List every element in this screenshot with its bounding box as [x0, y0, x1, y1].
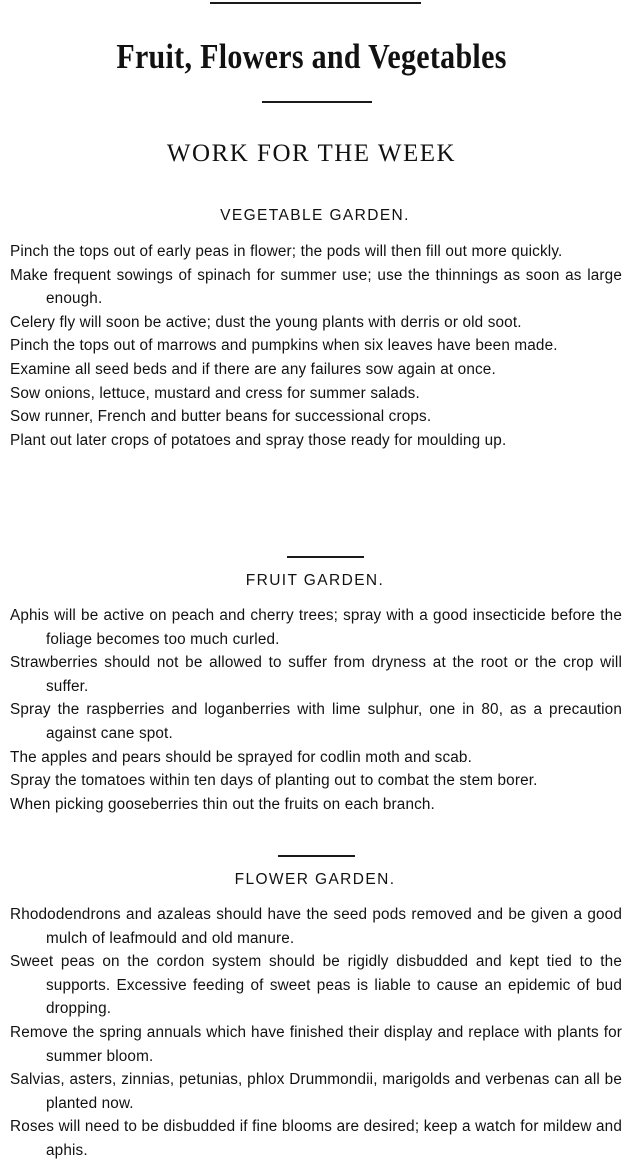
- title-divider: [262, 101, 372, 103]
- page-subtitle: WORK FOR THE WEEK: [166, 140, 457, 167]
- section-heading-vegetable: VEGETABLE GARDEN.: [220, 207, 410, 224]
- top-rule: [210, 2, 421, 4]
- vegetable-garden-list: [10, 240, 622, 452]
- list-item: Aphis will be active on peach and cherry trees; spray with a good insecticide before the foliage becomes too much curled.: [10, 607, 622, 648]
- list-item: Roses will need to be disbudded if fine blooms are desired; keep a watch for mildew and aphis.: [10, 1118, 622, 1159]
- section-divider-flower: [278, 855, 355, 857]
- list-item: Pinch the tops out of early peas in flower; the pods will then fill out more quickly.: [10, 243, 563, 260]
- list-item: Remove the spring annuals which have finished their display and replace with plants for summer bloom.: [10, 1023, 622, 1065]
- list-item: Sweet peas on the cordon system should be rigidly disbudded and kept tied to the supports. Excessive feeding of sweet peas is liable to cause an epidemic of bud dropping.: [10, 953, 622, 1018]
- list-item: Make frequent sowings of spinach for summer use; use the thinnings as soon as large enough.: [10, 266, 622, 308]
- list-item: Plant out later crops of potatoes and spray those ready for moulding up.: [10, 431, 507, 449]
- list-item: Rhododendrons and azaleas should have the seed pods removed and be given a good mulch of leafmould and old manure.: [10, 906, 622, 947]
- list-item: Celery fly will soon be active; dust the young plants with derris or old soot.: [10, 313, 522, 331]
- list-item: Sow runner, French and butter beans for successional crops.: [10, 408, 432, 426]
- page-title: Fruit, Flowers and Vegetables: [116, 38, 507, 76]
- section-heading-fruit: FRUIT GARDEN.: [245, 572, 385, 589]
- section-divider-fruit: [287, 556, 364, 558]
- list-item: Salvias, asters, zinnias, petunias, phlox Drummondii, marigolds and verbenas can all be planted now.: [10, 1071, 622, 1112]
- list-item: Pinch the tops out of marrows and pumpkins when six leaves have been made.: [10, 337, 558, 355]
- list-item: Spray the raspberries and loganberries with lime sulphur, one in 80, as a precaution against cane spot.: [10, 701, 622, 742]
- section-heading-flower: FLOWER GARDEN.: [234, 871, 396, 888]
- list-item: Spray the tomatoes within ten days of planting out to combat the stem borer.: [10, 772, 538, 790]
- flower-garden-list: [10, 903, 622, 1163]
- list-item: Examine all seed beds and if there are any failures sow again at once.: [10, 360, 496, 378]
- fruit-garden-list: [10, 604, 622, 816]
- list-item: The apples and pears should be sprayed for codlin moth and scab.: [10, 748, 472, 766]
- list-item: When picking gooseberries thin out the fruits on each branch.: [10, 795, 435, 813]
- list-item: Strawberries should not be allowed to suffer from dryness at the root or the crop will suffer.: [10, 654, 622, 695]
- list-item: Sow onions, lettuce, mustard and cress for summer salads.: [10, 384, 420, 402]
